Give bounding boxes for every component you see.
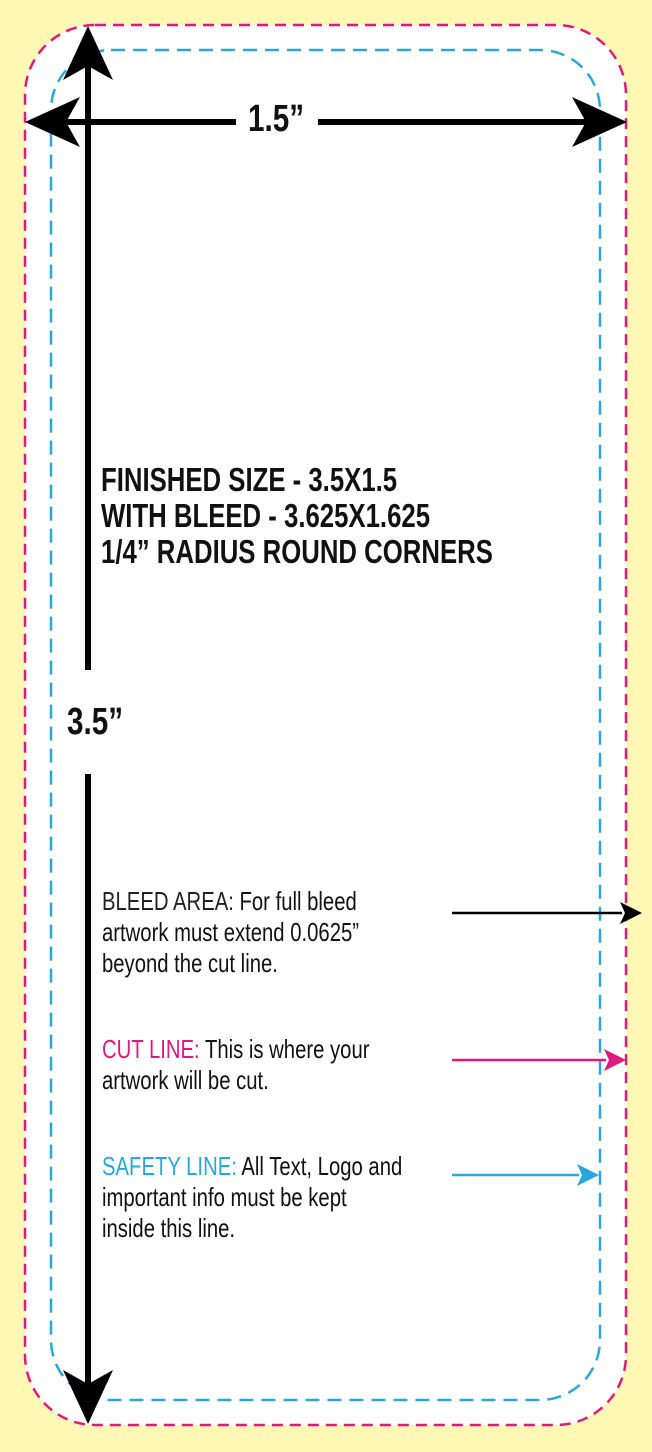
legend-safety-key: SAFETY LINE:	[102, 1151, 237, 1181]
spec-with-bleed: WITH BLEED - 3.625X1.625	[101, 497, 431, 534]
legend-bleed-area	[102, 886, 359, 979]
legend-safety-line	[102, 1151, 402, 1244]
legend-bleed-text-1: For full bleed	[233, 886, 357, 916]
legend-bleed-text-3: beyond the cut line.	[102, 948, 278, 978]
legend-safety-text-2: important info must be kept	[102, 1182, 347, 1212]
width-label: 1.5”	[248, 98, 305, 140]
legend-bleed-key: BLEED AREA:	[102, 886, 234, 916]
height-label: 3.5”	[67, 701, 124, 743]
spec-block	[101, 462, 493, 570]
legend-safety-text-1: All Text, Logo and	[236, 1151, 403, 1181]
legend-cut-key: CUT LINE:	[102, 1034, 200, 1064]
legend-bleed-text-2: artwork must extend 0.0625”	[102, 917, 360, 947]
legend-safety-text-3: inside this line.	[102, 1213, 236, 1243]
legend-cut-text-2: artwork will be cut.	[102, 1065, 269, 1095]
spec-finished-size: FINISHED SIZE - 3.5X1.5	[101, 461, 398, 498]
spec-radius-corners: 1/4” RADIUS ROUND CORNERS	[101, 533, 493, 570]
legend-cut-text-1: This is where your	[199, 1034, 370, 1064]
legend-cut-line	[102, 1034, 369, 1096]
